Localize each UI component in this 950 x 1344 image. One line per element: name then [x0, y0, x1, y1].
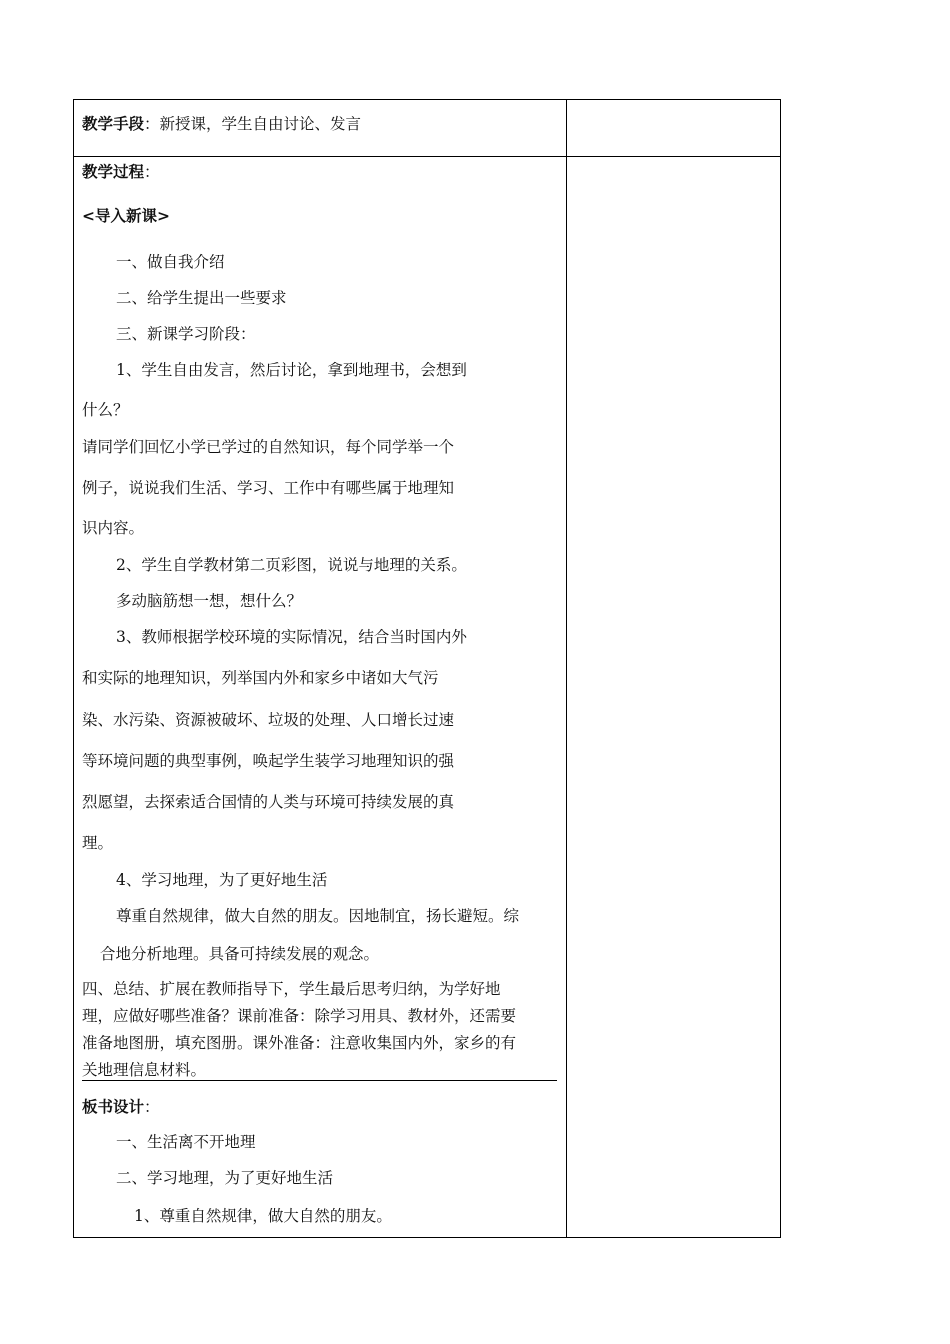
process-line-12: 和实际的地理知识，列举国内外和家乡中诸如大气污 — [82, 669, 439, 687]
process-line-3: 三、新课学习阶段： — [116, 325, 256, 343]
board-title-suffix: ： — [144, 1098, 160, 1116]
board-line-1: 一、生活离不开地理 — [116, 1133, 256, 1151]
process-line-21: 理，应做好哪些准备？课前准备：除学习用具、教材外，还需要 — [82, 1007, 517, 1025]
process-line-20: 四、总结、扩展在教师指导下，学生最后思考归纳，为学好地 — [82, 980, 501, 998]
process-line-22: 准备地图册，填充图册。课外准备：注意收集国内外，家乡的有 — [82, 1034, 517, 1052]
process-line-19: 合地分析地理。具备可持续发展的观念。 — [100, 945, 380, 963]
board-line-3: 1、尊重自然规律，做大自然的朋友。 — [134, 1207, 392, 1225]
process-line-1: 一、做自我介绍 — [116, 253, 225, 271]
process-line-13: 染、水污染、资源被破坏、垃圾的处理、人口增长过速 — [82, 711, 455, 729]
board-heading — [82, 1097, 160, 1117]
column-divider — [566, 99, 567, 1238]
process-line-14: 等环境问题的典型事例，唤起学生装学习地理知识的强 — [82, 752, 455, 770]
process-line-7: 例子，说说我们生活、学习、工作中有哪些属于地理知 — [82, 479, 455, 497]
process-line-5: 什么？ — [82, 401, 129, 419]
teaching-means-text: ：新授课，学生自由讨论、发言 — [144, 115, 362, 133]
process-line-17: 4、学习地理，为了更好地生活 — [116, 871, 328, 889]
board-line-2: 二、学习地理，为了更好地生活 — [116, 1169, 334, 1187]
teaching-means-label: 教学手段 — [82, 115, 145, 133]
process-line-15: 烈愿望，去探索适合国情的人类与环境可持续发展的真 — [82, 793, 455, 811]
process-title: 教学过程 — [82, 163, 145, 181]
intro-heading: <导入新课> — [82, 207, 170, 225]
process-line-4: 1、学生自由发言，然后讨论，拿到地理书，会想到 — [116, 361, 467, 379]
summary-underline — [82, 1080, 557, 1081]
process-line-23: 关地理信息材料。 — [82, 1061, 207, 1079]
process-line-18: 尊重自然规律，做大自然的朋友。因地制宜，扬长避短。综 — [116, 907, 520, 925]
row-divider — [73, 156, 781, 157]
process-line-6: 请同学们回忆小学已学过的自然知识，每个同学举一个 — [82, 438, 455, 456]
teaching-means — [82, 114, 361, 134]
process-line-16: 理。 — [82, 834, 114, 852]
board-title: 板书设计 — [82, 1098, 145, 1116]
process-title-suffix: ： — [144, 163, 160, 181]
process-line-2: 二、给学生提出一些要求 — [116, 289, 287, 307]
process-heading — [82, 162, 160, 182]
process-line-9: 2、学生自学教材第二页彩图，说说与地理的关系。 — [116, 556, 467, 574]
process-line-10: 多动脑筋想一想，想什么？ — [116, 592, 303, 610]
process-line-11: 3、教师根据学校环境的实际情况，结合当时国内外 — [116, 628, 467, 646]
process-line-8: 识内容。 — [82, 519, 145, 537]
